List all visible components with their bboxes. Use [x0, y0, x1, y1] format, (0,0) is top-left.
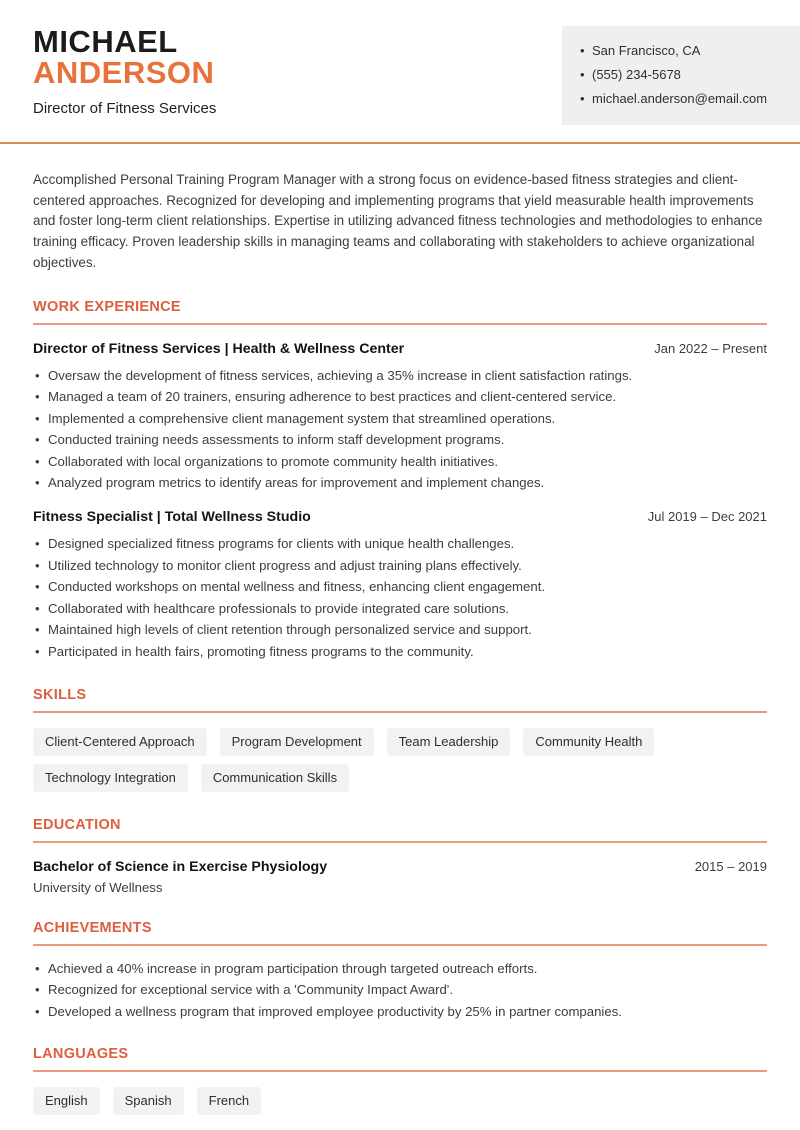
section-title-education: EDUCATION [33, 817, 767, 843]
section-title-achievements: ACHIEVEMENTS [33, 920, 767, 946]
bullet-item: • Recognized for exceptional service with a 'Community Impact Award'. [33, 981, 767, 1000]
section-education [33, 817, 767, 895]
section-work-experience [33, 299, 767, 662]
name-block [33, 26, 216, 117]
job-bullet-list [33, 367, 767, 494]
section-languages [33, 1046, 767, 1115]
summary-text: Accomplished Personal Training Program Manager with a strong focus on evidence-based fitness strategies and client-centered approaches. Recognized for developing and implementing programs that yield measurable health improvements and foster long-term client relationships. Expertise in utilizing advanced fitness technologies and methodologies to enhance training efficacy. Proven leadership skills in managing teams and collaborating with stakeholders to achieve organizational objectives. [33, 172, 763, 270]
education-dates: 2015 – 2019 [694, 858, 767, 874]
language-tag: French [197, 1087, 261, 1115]
person-name [33, 26, 216, 88]
header-job-title: Director of Fitness Services [33, 100, 217, 117]
language-tag-list [33, 1087, 767, 1115]
skill-tag: Program Development [220, 728, 374, 756]
job-bullet-list [33, 535, 767, 662]
education-entry [33, 859, 767, 895]
section-skills [33, 687, 767, 792]
job-entry-1 [33, 341, 767, 494]
bullet-item: • Designed specialized fitness programs for clients with unique health challenges. [33, 535, 767, 554]
bullet-item: • Participated in health fairs, promoting fitness programs to the community. [33, 643, 767, 662]
header-divider [0, 142, 800, 144]
resume-body [0, 170, 800, 1115]
job-head [33, 341, 767, 357]
language-tag: Spanish [113, 1087, 184, 1115]
contact-card [562, 26, 800, 125]
skill-tag: Technology Integration [33, 764, 188, 792]
contact-item: • (555) 234-5678 [580, 63, 786, 87]
job-heading: Fitness Specialist | Total Wellness Studio [33, 509, 311, 526]
bullet-item: • Collaborated with local organizations to promote community health initiatives. [33, 453, 767, 472]
contact-item: • michael.anderson@email.com [580, 87, 786, 111]
bullet-item: • Maintained high levels of client retention through personalized service and support. [33, 621, 767, 640]
section-title-work-experience: WORK EXPERIENCE [33, 299, 767, 325]
degree-title: Bachelor of Science in Exercise Physiology [33, 858, 328, 875]
language-tag: English [33, 1087, 100, 1115]
contact-item: • San Francisco, CA [580, 39, 786, 63]
bullet-item: • Implemented a comprehensive client management system that streamlined operations. [33, 410, 767, 429]
job-dates: Jan 2022 – Present [654, 340, 767, 356]
achievement-bullet-list [33, 960, 767, 1022]
bullet-item: • Analyzed program metrics to identify areas for improvement and implement changes. [33, 474, 767, 493]
section-title-languages: LANGUAGES [33, 1046, 767, 1072]
school-name: University of Wellness [33, 879, 163, 895]
last-name: ANDERSON [33, 55, 215, 90]
education-head [33, 859, 767, 875]
section-title-skills: SKILLS [33, 687, 767, 713]
header [0, 0, 800, 125]
bullet-item: • Developed a wellness program that improved employee productivity by 25% in partner companies. [33, 1003, 767, 1022]
bullet-item: • Oversaw the development of fitness services, achieving a 35% increase in client satisfaction ratings. [33, 367, 767, 386]
skill-tag: Communication Skills [201, 764, 349, 792]
job-dates: Jul 2019 – Dec 2021 [647, 509, 767, 525]
skill-tag: Client-Centered Approach [33, 728, 207, 756]
bullet-item: • Achieved a 40% increase in program participation through targeted outreach efforts. [33, 960, 767, 979]
bullet-item: • Collaborated with healthcare professionals to provide integrated care solutions. [33, 600, 767, 619]
job-entry-2 [33, 509, 767, 662]
bullet-item: • Conducted workshops on mental wellness and fitness, enhancing client engagement. [33, 578, 767, 597]
skill-tag-list [33, 728, 767, 792]
contact-list [580, 39, 786, 111]
bullet-item: • Managed a team of 20 trainers, ensuring adherence to best practices and client-centered service. [33, 388, 767, 407]
job-heading: Director of Fitness Services | Health & Wellness Center [33, 340, 405, 357]
first-name: MICHAEL [33, 24, 178, 59]
bullet-item: • Utilized technology to monitor client progress and adjust training plans effectively. [33, 557, 767, 576]
skill-tag: Community Health [523, 728, 654, 756]
section-achievements [33, 920, 767, 1022]
skill-tag: Team Leadership [387, 728, 511, 756]
bullet-item: • Conducted training needs assessments to inform staff development programs. [33, 431, 767, 450]
job-head [33, 509, 767, 525]
